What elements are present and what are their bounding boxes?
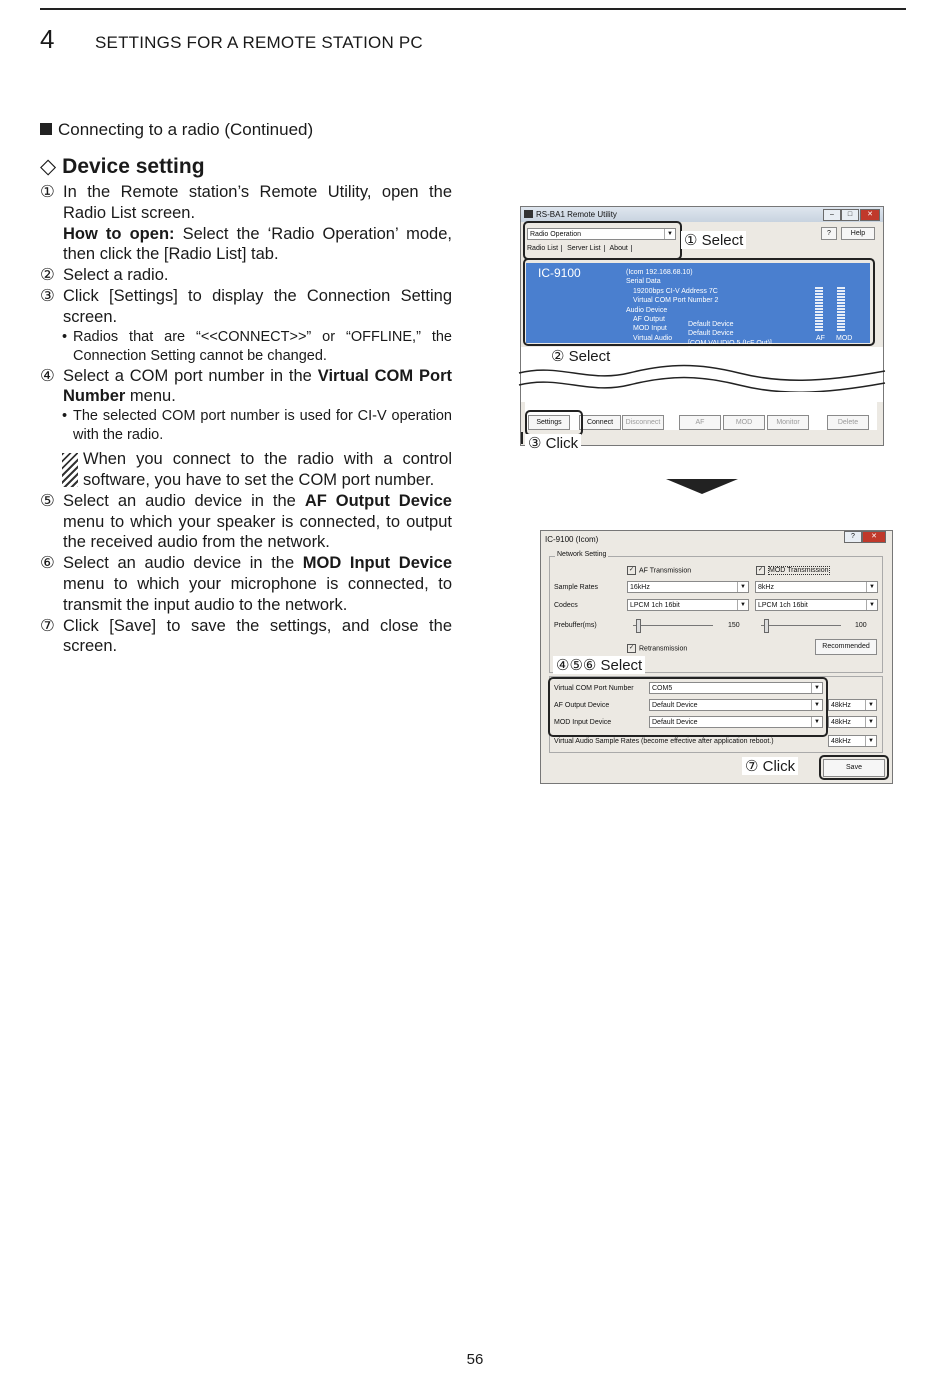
checkbox-icon: ✓ <box>628 567 635 573</box>
step-text: Select an audio device in the <box>63 554 303 573</box>
checkbox-icon: ✓ <box>757 567 764 573</box>
chevron-down-icon: ▼ <box>737 600 748 610</box>
note <box>40 449 452 491</box>
step-4 <box>40 366 452 408</box>
square-bullet-icon <box>40 123 52 135</box>
chevron-down-icon: ▼ <box>866 582 877 592</box>
audio-device-label: Audio Device <box>626 306 668 314</box>
af-output-value: Default Device <box>688 321 734 328</box>
step-bold: AF Output Device <box>304 491 452 510</box>
mod-input-label: MOD Input <box>633 325 667 333</box>
close-button[interactable]: ✕ <box>862 531 886 543</box>
prebuffer-slider-1[interactable] <box>633 625 713 626</box>
codec-select-1[interactable] <box>627 599 749 611</box>
mod-input-device-label: MOD Input Device <box>554 719 612 726</box>
step-3-bullet: • Radios that are “<<CONNECT>>” or “OFFLINE,” the Connection Setting cannot be changed. <box>62 328 452 364</box>
step-4-bullet: • The selected COM port number is used for CI-V operation with the radio. <box>62 408 452 444</box>
select-value: 48kHz <box>831 738 851 745</box>
step-text: menu. <box>125 387 176 406</box>
step-bold: MOD Input Device <box>302 554 452 573</box>
af-meter-label: AF <box>816 335 825 342</box>
select-value: COM5 <box>652 685 673 692</box>
chevron-down-icon: ▼ <box>811 700 822 710</box>
window-title: IC-9100 (Icom) <box>545 535 599 544</box>
wavy-cut-icon <box>519 365 885 395</box>
callout-click-3: ③ Click <box>525 434 581 452</box>
chevron-down-icon: ▼ <box>811 683 822 693</box>
step-6 <box>40 553 452 615</box>
monitor-button[interactable]: Monitor <box>767 415 809 430</box>
tab-server-list[interactable]: Server List <box>564 245 604 252</box>
codec-select-2[interactable] <box>755 599 878 611</box>
callout-line <box>521 432 523 444</box>
chapter-number: 4 <box>40 24 55 54</box>
bullet-text: The selected COM port number is used for CI-V operation with the radio. <box>73 408 452 444</box>
top-rule <box>40 8 906 10</box>
step-text: menu to which your speaker is connected, to output the received audio from the network. <box>63 512 452 552</box>
step-text: Select a radio. <box>63 266 169 285</box>
down-arrow-icon <box>666 479 738 495</box>
retransmission-checkbox[interactable] <box>627 644 687 653</box>
close-button[interactable]: ✕ <box>860 209 880 221</box>
af-output-rate-select[interactable] <box>828 699 877 711</box>
mod-transmission-checkbox[interactable] <box>756 566 830 575</box>
baud-info: 19200bps CI-V Address 7C <box>633 287 718 295</box>
af-transmission-label: AF Transmission <box>639 567 692 575</box>
callout-box-7 <box>819 755 889 780</box>
note-text: When you connect to the radio with a control software, you have to set the COM port number. <box>83 450 452 489</box>
page-number: 56 <box>466 1351 484 1368</box>
how-to-label: How to open: <box>63 224 175 243</box>
select-value: Default Device <box>652 719 698 726</box>
af-output-label: AF Output <box>633 316 665 324</box>
slider-thumb-2[interactable] <box>764 619 769 633</box>
step-number: ⑤ <box>40 491 55 510</box>
chevron-down-icon: ▼ <box>865 700 876 710</box>
callout-select-456: ④⑤⑥ Select <box>553 656 645 674</box>
sample-rate-select-1[interactable] <box>627 581 749 593</box>
sample-rate-select-2[interactable] <box>755 581 878 593</box>
sub-heading <box>40 120 313 140</box>
chevron-down-icon: ▼ <box>865 736 876 746</box>
mod-input-value: Default Device <box>688 330 734 338</box>
callout-click-7: ⑦ Click <box>742 757 798 775</box>
bullet-text: Radios that are “<<CONNECT>>” or “OFFLINE,” the Connection Setting cannot be changed. <box>73 328 452 364</box>
step-text: Click [Settings] to display the Connection Setting screen. <box>63 286 452 326</box>
group-label: Network Setting <box>557 551 607 558</box>
codecs-label: Codecs <box>554 602 578 609</box>
step-text: Select an audio device in the <box>63 491 305 510</box>
step-number: ② <box>40 266 55 285</box>
how-to-text: Select the ‘Radio Operation’ mode, then click the [Radio List] tab. <box>63 224 452 264</box>
maximize-button[interactable]: □ <box>841 209 859 221</box>
minimize-button[interactable]: – <box>823 209 841 221</box>
select-value: 48kHz <box>831 719 851 726</box>
step-7 <box>40 616 452 658</box>
save-button[interactable]: Save <box>823 759 885 777</box>
select-value: 48kHz <box>831 702 851 709</box>
callout-select-1: ① Select <box>681 231 746 249</box>
select-value: 8kHz <box>758 584 774 591</box>
af-transmission-checkbox[interactable] <box>627 566 691 575</box>
step-number: ⑦ <box>40 616 55 635</box>
settings-button[interactable]: Settings <box>528 415 570 430</box>
select-value: 16kHz <box>630 584 650 591</box>
step-number: ③ <box>40 286 55 305</box>
vcom-info: Virtual COM Port Number 2 <box>633 297 719 305</box>
step-text: In the Remote station’s Remote Utility, open the Radio List screen. <box>63 183 452 222</box>
tab-radio-list[interactable]: Radio List <box>527 245 562 252</box>
step-number: ⑥ <box>40 554 55 573</box>
help-button[interactable]: Help <box>841 227 875 240</box>
select-value: LPCM 1ch 16bit <box>630 602 680 609</box>
chevron-down-icon: ▼ <box>865 717 876 727</box>
step-2 <box>40 265 452 286</box>
af-output-device-label: AF Output Device <box>554 702 610 709</box>
vcom-label: Virtual COM Port Number <box>554 685 634 692</box>
slider-thumb-1[interactable] <box>636 619 641 633</box>
chapter-title: SETTINGS FOR A REMOTE STATION PC <box>95 33 423 52</box>
select-value: LPCM 1ch 16bit <box>758 602 808 609</box>
mode-value: Radio Operation <box>530 231 581 238</box>
step-number: ④ <box>40 366 55 385</box>
step-text: menu to which your microphone is connected, to transmit the input audio to the network. <box>63 574 452 614</box>
chevron-down-icon: ▼ <box>811 717 822 727</box>
step-3 <box>40 286 452 328</box>
sub-heading-text: Connecting to a radio (Continued) <box>58 120 314 139</box>
step-1 <box>40 182 452 224</box>
tab-about[interactable]: About <box>607 245 632 252</box>
mod-input-rate-select[interactable] <box>828 716 877 728</box>
step-bold: Virtual COM Port Number <box>63 366 452 406</box>
chevron-down-icon: ▼ <box>737 582 748 592</box>
callout-select-2: ② Select <box>548 347 613 365</box>
section-title <box>40 154 205 179</box>
step-5 <box>40 491 452 553</box>
virtual-audio-label: Virtual Audio <box>633 334 673 342</box>
help-question-button[interactable]: ? <box>821 227 837 240</box>
mod-transmission-label: MOD Transmission <box>769 567 829 575</box>
section-title-text: Device setting <box>62 155 205 178</box>
delete-button[interactable]: Delete <box>827 415 869 430</box>
callout-box-456 <box>548 677 828 737</box>
sample-rates-label: Sample Rates <box>554 584 598 591</box>
instructions <box>40 182 452 657</box>
prebuffer-slider-2[interactable] <box>761 625 841 626</box>
radio-ip: (Icom 192.168.68.10) <box>626 269 693 276</box>
mod-button[interactable]: MOD <box>723 415 765 430</box>
app-icon <box>524 210 533 218</box>
virtual-audio-value: [COM VAUDIO 5 (IcF Out)] <box>688 339 772 347</box>
connect-button[interactable]: Connect <box>579 415 621 430</box>
af-button[interactable]: AF <box>679 415 721 430</box>
prebuffer-value-2: 100 <box>855 622 867 629</box>
disconnect-button[interactable]: Disconnect <box>622 415 664 430</box>
virtual-audio-rate-select[interactable] <box>828 735 877 747</box>
chevron-down-icon: ▼ <box>866 600 877 610</box>
callout-box-1 <box>523 221 682 260</box>
note-icon <box>62 453 78 487</box>
serial-data-label: Serial Data <box>626 278 661 286</box>
chevron-down-icon: ▼ <box>664 229 675 239</box>
titlebar <box>521 207 883 222</box>
virtual-audio-rates-label: Virtual Audio Sample Rates (become effective after application reboot.) <box>554 738 774 745</box>
step-text: Click [Save] to save the settings, and close the screen. <box>63 616 452 656</box>
step-text: Select a COM port number in the <box>63 366 318 385</box>
callout-box-2 <box>523 258 875 346</box>
how-to-open <box>40 224 452 266</box>
window-title: RS-BA1 Remote Utility <box>536 210 617 219</box>
radio-name: IC-9100 <box>538 266 581 280</box>
prebuffer-label: Prebuffer(ms) <box>554 622 597 629</box>
select-value: Default Device <box>652 702 698 709</box>
prebuffer-value-1: 150 <box>728 622 740 629</box>
help-question-button[interactable]: ? <box>844 531 862 543</box>
recommended-button[interactable]: Recommended <box>815 639 877 655</box>
mod-meter-label: MOD <box>836 335 853 342</box>
callout-box-3 <box>525 410 583 436</box>
diamond-icon: ◇ <box>40 155 57 178</box>
step-number: ① <box>40 183 55 201</box>
checkbox-icon: ✓ <box>628 645 635 651</box>
retransmission-label: Retransmission <box>639 645 688 653</box>
